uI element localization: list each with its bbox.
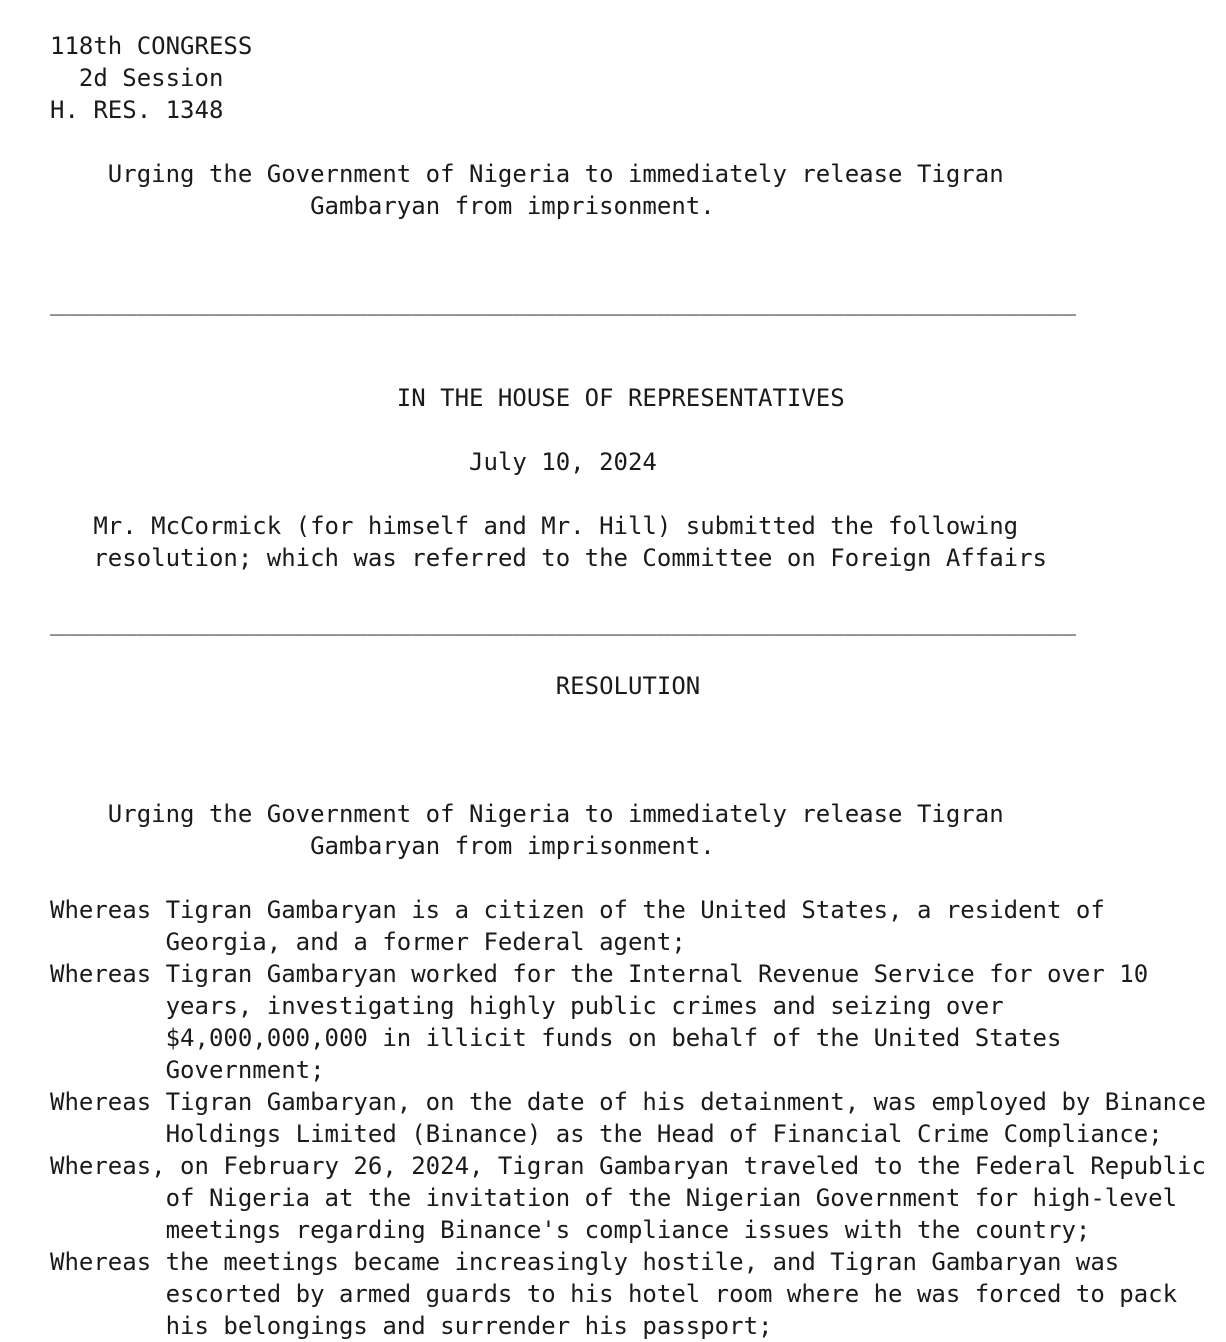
introduction-date: July 10, 2024 xyxy=(469,448,657,476)
whereas-clause-line: of Nigeria at the invitation of the Nigerian Government for high-level xyxy=(165,1184,1178,1212)
whereas-clause-line: Whereas Tigran Gambaryan, on the date of his detainment, was employed by Binance xyxy=(50,1088,1206,1116)
whereas-clause-line: Whereas, on February 26, 2024, Tigran Gambaryan traveled to the Federal Republic xyxy=(50,1152,1206,1180)
whereas-clause-line: $4,000,000,000 in illicit funds on behalf of the United States xyxy=(165,1024,1062,1052)
session-number: 2d Session xyxy=(78,64,224,92)
sponsor-line-1: Mr. McCormick (for himself and Mr. Hill) submitted the following xyxy=(93,512,1019,540)
separator-line: _______________________________________________________________________ xyxy=(50,288,1076,316)
whereas-clause-line: escorted by armed guards to his hotel room where he was forced to pack xyxy=(165,1280,1178,1308)
bill-number: H. RES. 1348 xyxy=(50,96,224,124)
whereas-clause-line: years, investigating highly public crimes and seizing over xyxy=(165,992,1004,1020)
whereas-clause-4 xyxy=(50,1152,1206,1244)
resolution-title-line-1: Urging the Government of Nigeria to immediately release Tigran xyxy=(107,800,1004,828)
title-line-2: Gambaryan from imprisonment. xyxy=(310,192,715,220)
congress-number: 118th CONGRESS xyxy=(50,32,253,60)
resolution-title-line-2: Gambaryan from imprisonment. xyxy=(310,832,715,860)
whereas-clause-line: Holdings Limited (Binance) as the Head of Financial Crime Compliance; xyxy=(165,1120,1163,1148)
whereas-clause-line: Whereas Tigran Gambaryan worked for the Internal Revenue Service for over 10 xyxy=(50,960,1149,988)
resolution-document xyxy=(50,30,1206,1342)
whereas-clause-line: meetings regarding Binance's compliance issues with the country; xyxy=(165,1216,1091,1244)
whereas-clause-3 xyxy=(50,1088,1206,1148)
whereas-clause-1 xyxy=(50,896,1105,956)
resolution-heading: RESOLUTION xyxy=(555,672,701,700)
whereas-clause-5 xyxy=(50,1248,1177,1340)
chamber-heading: IN THE HOUSE OF REPRESENTATIVES xyxy=(396,384,845,412)
title-line-1: Urging the Government of Nigeria to immediately release Tigran xyxy=(107,160,1004,188)
whereas-clause-line: Whereas the meetings became increasingly hostile, and Tigran Gambaryan was xyxy=(50,1248,1120,1276)
whereas-clause-line: Whereas Tigran Gambaryan is a citizen of the United States, a resident of xyxy=(50,896,1105,924)
whereas-clause-line: Georgia, and a former Federal agent; xyxy=(165,928,686,956)
whereas-clause-line: Government; xyxy=(165,1056,325,1084)
separator-line: _______________________________________________________________________ xyxy=(50,608,1076,636)
sponsor-line-2: resolution; which was referred to the Committee on Foreign Affairs xyxy=(93,544,1048,572)
whereas-clause-line: his belongings and surrender his passport; xyxy=(165,1312,773,1340)
whereas-clause-2 xyxy=(50,960,1148,1084)
